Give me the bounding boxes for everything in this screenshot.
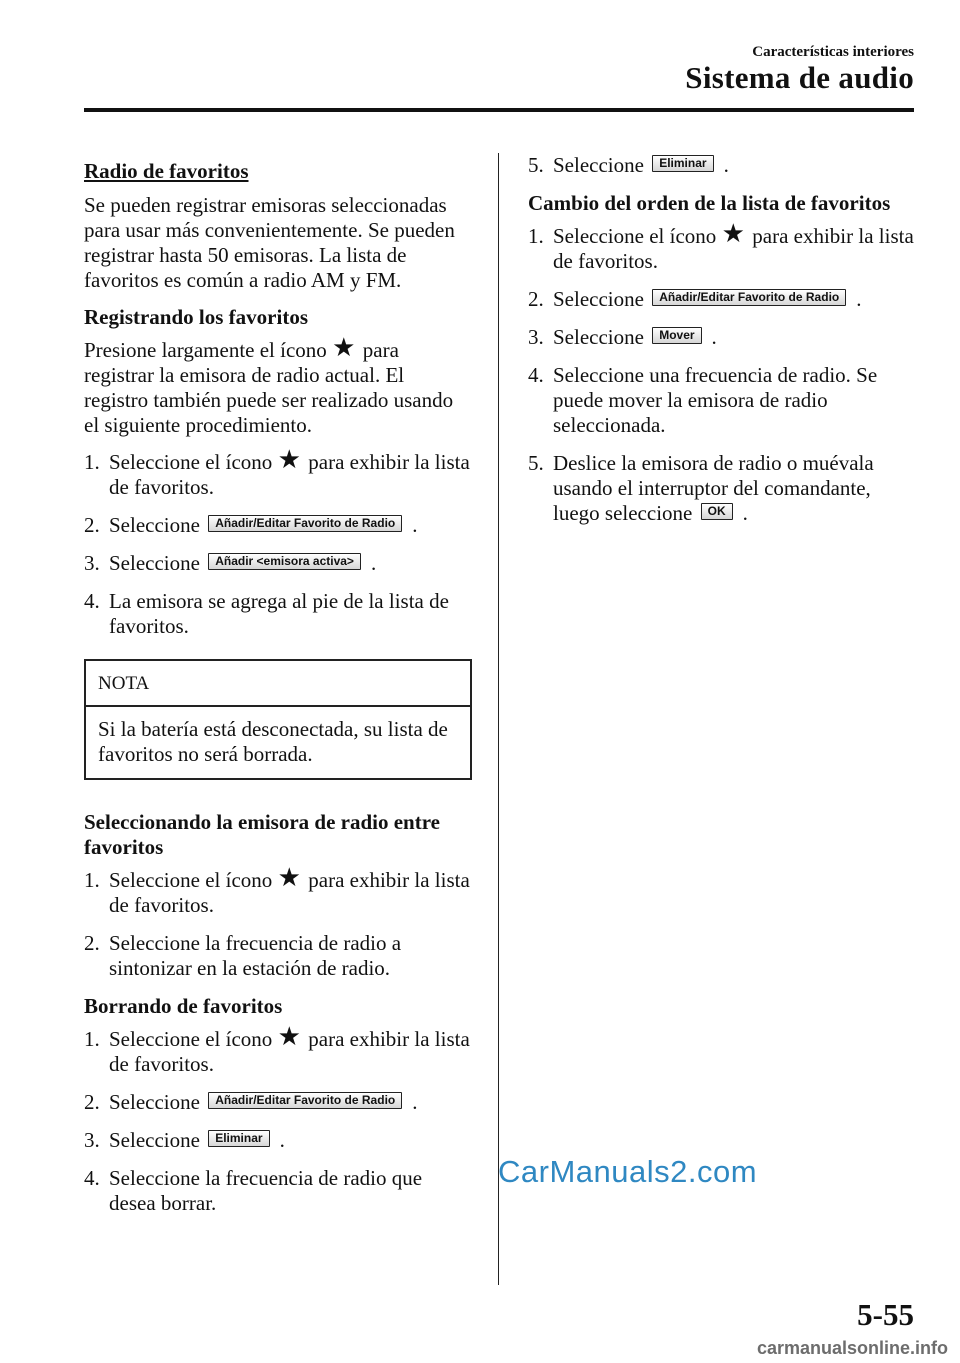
list-item	[528, 153, 918, 178]
list-item	[84, 1128, 472, 1153]
column-divider	[498, 153, 499, 1285]
heading-borrando: Borrando de favoritos	[84, 994, 283, 1018]
watermark-carmanuals2: CarManuals2.com	[498, 1154, 758, 1189]
step-number: 1.	[84, 1027, 100, 1051]
step-text: Seleccione	[553, 325, 644, 349]
heading-registrando: Registrando los favoritos	[84, 305, 308, 329]
list-item	[84, 1022, 472, 1077]
step-text: Seleccione el ícono	[109, 450, 273, 474]
right-column	[528, 153, 918, 539]
step-number: 4.	[84, 1166, 100, 1190]
step-number: 4.	[528, 363, 544, 387]
delete-button: Eliminar	[652, 155, 713, 172]
step-text: Deslice la emisora de radio o muévala usando el interruptor del comandante, luego seleccione	[553, 451, 874, 525]
list-item	[528, 325, 918, 350]
list-item	[84, 445, 472, 500]
header-divider	[84, 108, 914, 112]
move-button: Mover	[652, 327, 701, 344]
register-text-a: Presione largamente el ícono	[84, 338, 327, 362]
add-active-station-button: Añadir <emisora activa>	[208, 553, 361, 570]
list-item	[84, 931, 472, 981]
delete-steps	[84, 1022, 472, 1216]
list-item	[528, 287, 918, 312]
step-text: .	[711, 325, 717, 349]
list-item	[84, 1090, 472, 1115]
add-edit-favorite-button: Añadir/Editar Favorito de Radio	[208, 515, 402, 532]
step-number: 4.	[84, 589, 100, 613]
step-number: 5.	[528, 451, 544, 475]
step-text: Seleccione la frecuencia de radio a sintonizar en la estación de radio.	[109, 931, 402, 980]
step-text: para exhibir la lista de favoritos.	[109, 450, 470, 499]
step-text: Seleccione	[553, 287, 644, 311]
step-number: 3.	[84, 551, 100, 575]
step-text: Seleccione el ícono	[553, 224, 717, 248]
register-steps	[84, 445, 472, 639]
ok-button: OK	[701, 503, 733, 520]
star-icon: ★	[332, 333, 356, 362]
list-item	[84, 863, 472, 918]
register-text-b: para registrar la emisora de radio actual. El registro también puede ser realizado usando el siguiente procedimiento.	[84, 338, 454, 437]
list-item	[84, 551, 472, 576]
step-number: 1.	[84, 868, 100, 892]
section-label: Características interiores	[752, 44, 914, 60]
page-number: 5-55	[857, 1297, 914, 1332]
step-text: Seleccione la frecuencia de radio que desea borrar.	[109, 1166, 423, 1215]
step-number: 1.	[528, 224, 544, 248]
step-text: .	[279, 1128, 285, 1152]
step-text: .	[412, 1090, 418, 1114]
list-item	[528, 219, 918, 274]
left-column	[84, 153, 472, 1229]
step-text: Seleccione	[109, 1090, 200, 1114]
list-item	[528, 363, 918, 438]
star-icon: ★	[277, 863, 301, 892]
heading-radio-favoritos: Radio de favoritos	[84, 159, 249, 183]
step-text: Seleccione	[109, 551, 200, 575]
watermark-carmanualsonline: carmanualsonline.info	[756, 1338, 948, 1358]
note-title: NOTA	[86, 661, 470, 707]
step-text: .	[742, 501, 748, 525]
step-text: Seleccione	[109, 1128, 200, 1152]
step-number: 3.	[84, 1128, 100, 1152]
note-body: Si la batería está desconectada, su lista de favoritos no será borrada.	[98, 717, 448, 766]
step-text: para exhibir la lista de favoritos.	[109, 1027, 470, 1076]
step-text: Seleccione	[553, 153, 644, 177]
step-text: para exhibir la lista de favoritos.	[553, 224, 914, 273]
add-edit-favorite-button: Añadir/Editar Favorito de Radio	[652, 289, 846, 306]
page-title: Sistema de audio	[685, 60, 914, 95]
add-edit-favorite-button: Añadir/Editar Favorito de Radio	[208, 1092, 402, 1109]
step-text: Seleccione	[109, 513, 200, 537]
heading-cambio-orden: Cambio del orden de la lista de favoritos	[528, 191, 891, 215]
delete-steps-continued	[528, 153, 918, 178]
list-item	[84, 1166, 472, 1216]
step-text: Seleccione el ícono	[109, 1027, 273, 1051]
step-text: Seleccione una frecuencia de radio. Se puede mover la emisora de radio seleccionada.	[553, 363, 878, 437]
intro-paragraph: Se pueden registrar emisoras seleccionadas para usar más convenientemente. Se pueden registrar hasta 50 emisoras. La lista de favoritos es común a radio AM y FM.	[84, 193, 455, 292]
step-number: 1.	[84, 450, 100, 474]
step-text: .	[412, 513, 418, 537]
step-text: para exhibir la lista de favoritos.	[109, 868, 470, 917]
star-icon: ★	[721, 219, 745, 248]
step-number: 5.	[528, 153, 544, 177]
step-text: La emisora se agrega al pie de la lista de favoritos.	[109, 589, 449, 638]
step-number: 2.	[84, 1090, 100, 1114]
step-number: 2.	[528, 287, 544, 311]
step-text: .	[723, 153, 729, 177]
register-paragraph	[84, 333, 472, 438]
step-number: 2.	[84, 931, 100, 955]
select-steps	[84, 863, 472, 981]
star-icon: ★	[277, 1022, 301, 1051]
step-number: 2.	[84, 513, 100, 537]
star-icon: ★	[277, 445, 301, 474]
heading-seleccionando: Seleccionando la emisora de radio entre favoritos	[84, 810, 440, 859]
step-text: .	[370, 551, 377, 575]
step-text: Seleccione el ícono	[109, 868, 273, 892]
step-number: 3.	[528, 325, 544, 349]
list-item	[528, 451, 918, 526]
list-item	[84, 513, 472, 538]
delete-button: Eliminar	[208, 1130, 269, 1147]
step-text: .	[856, 287, 862, 311]
reorder-steps	[528, 219, 918, 526]
note-box	[84, 659, 472, 780]
list-item	[84, 589, 472, 639]
